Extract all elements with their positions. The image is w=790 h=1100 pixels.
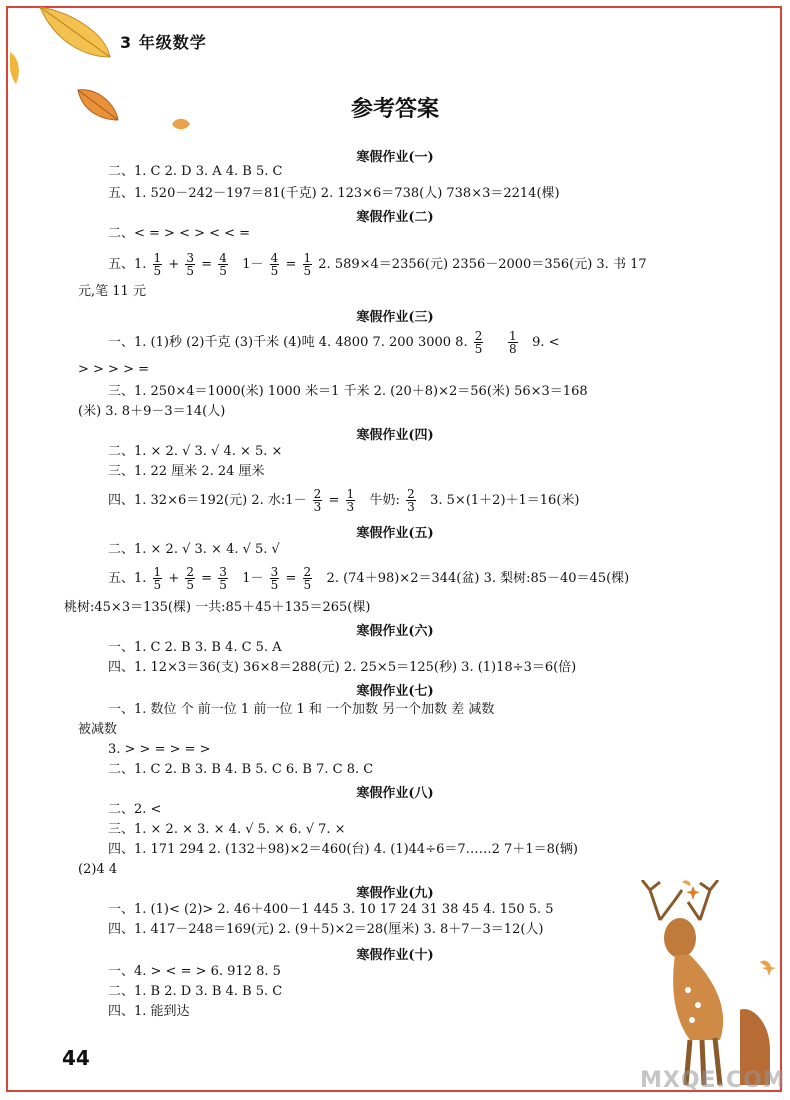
answer-text: 四、1. 32×6＝192(元) 2. 水:1－: [108, 493, 307, 508]
numerator: 2: [474, 329, 483, 343]
section-heading-7: 寒假作业(七): [356, 684, 434, 699]
denominator: 3: [346, 500, 355, 514]
denominator: 5: [474, 342, 483, 356]
section-heading-2: 寒假作业(二): [356, 210, 434, 225]
numerator: 4: [270, 251, 279, 265]
section-heading-10: 寒假作业(十): [356, 948, 434, 963]
answer-text: 一、1. (1)秒 (2)千克 (3)千米 (4)吨 4. 4800 7. 200 3000 8.: [108, 335, 468, 350]
operator: =: [201, 571, 213, 586]
numerator: 3: [219, 565, 227, 579]
answer-line: (2)4 4: [78, 862, 118, 877]
fraction: [218, 252, 228, 277]
numerator: 1: [303, 251, 312, 265]
fraction: [508, 330, 518, 355]
small-leaf-icon: [762, 962, 776, 976]
fraction: [185, 252, 195, 277]
fraction: [185, 566, 195, 591]
section-heading-1: 寒假作业(一): [356, 150, 434, 165]
deer-illustration-icon: [620, 880, 780, 1090]
answer-line: 二、1. C 2. B 3. B 4. B 5. C 6. B 7. C 8. C: [108, 762, 374, 777]
numerator: 1: [153, 251, 162, 265]
answer-line: 四、1. 能到达: [108, 1004, 190, 1019]
denominator: 8: [509, 342, 517, 356]
fraction: [474, 330, 484, 355]
answer-text: 9. <: [532, 335, 560, 350]
denominator: 5: [153, 264, 162, 278]
answer-line-fraction: [108, 330, 560, 355]
answer-line: 二、1. × 2. √ 3. × 4. √ 5. √: [108, 542, 280, 557]
answer-line: > > > > =: [78, 362, 149, 377]
answer-text: 五、1.: [108, 257, 147, 272]
book-title: 3 年级数学: [120, 33, 207, 52]
operator: =: [328, 493, 340, 508]
fraction: [346, 488, 356, 513]
numerator: 2: [186, 565, 195, 579]
numerator: 3: [270, 565, 279, 579]
denominator: 5: [186, 578, 195, 592]
answer-text: 1－: [242, 257, 264, 272]
denominator: 5: [186, 264, 195, 278]
numerator: 2: [303, 565, 312, 579]
denominator: 5: [303, 578, 312, 592]
page-number: 44: [62, 1046, 90, 1070]
fraction: [270, 566, 280, 591]
answer-line-fraction: [108, 252, 647, 277]
answer-line: (米) 3. 8＋9－3＝14(人): [78, 404, 226, 419]
denominator: 5: [153, 578, 162, 592]
answer-line-fraction: [108, 488, 579, 513]
answer-line: 元,笔 11 元: [78, 284, 146, 299]
answer-line: 三、1. 22 厘米 2. 24 厘米: [108, 464, 265, 479]
section-heading-3: 寒假作业(三): [356, 310, 434, 325]
answer-line: 二、2. <: [108, 802, 162, 817]
numerator: 2: [407, 487, 415, 501]
operator: =: [285, 257, 297, 272]
fraction: [153, 252, 163, 277]
answer-line: 3. > > = > = >: [108, 742, 211, 757]
section-heading-4: 寒假作业(四): [356, 428, 434, 443]
answer-line: 四、1. 171 294 2. (132＋98)×2＝460(台) 4. (1)44÷6＝7……2 7＋1＝8(辆): [108, 842, 578, 857]
fraction: [303, 252, 313, 277]
watermark-text: MXQE.COM: [640, 1068, 786, 1093]
answer-line: 四、1. 417－248＝169(元) 2. (9＋5)×2＝28(厘米) 3. 8＋7－3＝12(人): [108, 922, 544, 937]
answer-line: 一、1. (1)< (2)> 2. 46＋400－1 445 3. 10 17 24 31 38 45 4. 150 5. 5: [108, 902, 554, 917]
operator: =: [201, 257, 213, 272]
answer-line: 一、1. C 2. B 3. B 4. C 5. A: [108, 640, 282, 655]
answer-line: 被减数: [78, 722, 118, 737]
numerator: 4: [219, 251, 227, 265]
answer-line: 二、1. C 2. D 3. A 4. B 5. C: [108, 164, 283, 179]
answer-line: 一、4. > < = > 6. 912 8. 5: [108, 964, 281, 979]
fraction: [218, 566, 228, 591]
answer-text: 2. 589×4＝2356(元) 2356－2000＝356(元) 3. 书 17: [318, 257, 647, 272]
denominator: 5: [219, 578, 227, 592]
small-leaf-icon: [686, 886, 700, 900]
fraction: [153, 566, 163, 591]
section-heading-9: 寒假作业(九): [356, 886, 434, 901]
denominator: 5: [270, 578, 279, 592]
answer-line: 二、1. × 2. √ 3. √ 4. × 5. ×: [108, 444, 283, 459]
fraction: [303, 566, 313, 591]
operator: +: [168, 571, 180, 586]
page-title: 参考答案: [350, 97, 439, 122]
operator: =: [285, 571, 297, 586]
answer-line: 三、1. × 2. × 3. × 4. √ 5. × 6. √ 7. ×: [108, 822, 346, 837]
denominator: 5: [219, 264, 227, 278]
numerator: 3: [186, 251, 195, 265]
answer-line-fraction: [108, 566, 629, 591]
answer-line: 二、1. B 2. D 3. B 4. B 5. C: [108, 984, 283, 999]
section-heading-5: 寒假作业(五): [356, 526, 434, 541]
answer-line: 四、1. 12×3＝36(支) 36×8＝288(元) 2. 25×5＝125(秒) 3. (1)18÷3＝6(倍): [108, 660, 577, 675]
numerator: 1: [509, 329, 517, 343]
section-heading-6: 寒假作业(六): [356, 624, 434, 639]
operator: +: [168, 257, 180, 272]
answer-line: 三、1. 250×4＝1000(米) 1000 米＝1 千米 2. (20＋8)×2＝56(米) 56×3＝168: [108, 384, 588, 399]
answer-line: 桃树:45×3＝135(棵) 一共:85＋45＋135＝265(棵): [64, 600, 371, 615]
answer-line: 一、1. 数位 个 前一位 1 前一位 1 和 一个加数 另一个加数 差 减数: [108, 702, 495, 717]
fraction: [406, 488, 416, 513]
fraction: [270, 252, 280, 277]
answer-text: 3. 5×(1＋2)＋1＝16(米): [430, 493, 580, 508]
answer-line: 五、1. 520－242－197＝81(千克) 2. 123×6＝738(人) 738×3＝2214(棵): [108, 186, 560, 201]
answer-text: 2. (74＋98)×2＝344(盆) 3. 梨树:85－40＝45(棵): [326, 571, 630, 586]
fraction: [313, 488, 323, 513]
denominator: 3: [407, 500, 415, 514]
answer-text: 1－: [242, 571, 264, 586]
numerator: 1: [346, 487, 355, 501]
denominator: 5: [270, 264, 279, 278]
numerator: 1: [153, 565, 162, 579]
answer-line: 二、< = > < > < < =: [108, 226, 251, 241]
denominator: 3: [313, 500, 322, 514]
section-heading-8: 寒假作业(八): [356, 786, 434, 801]
numerator: 2: [313, 487, 322, 501]
answer-text: 牛奶:: [369, 493, 400, 508]
denominator: 5: [303, 264, 312, 278]
answer-text: 五、1.: [108, 571, 147, 586]
